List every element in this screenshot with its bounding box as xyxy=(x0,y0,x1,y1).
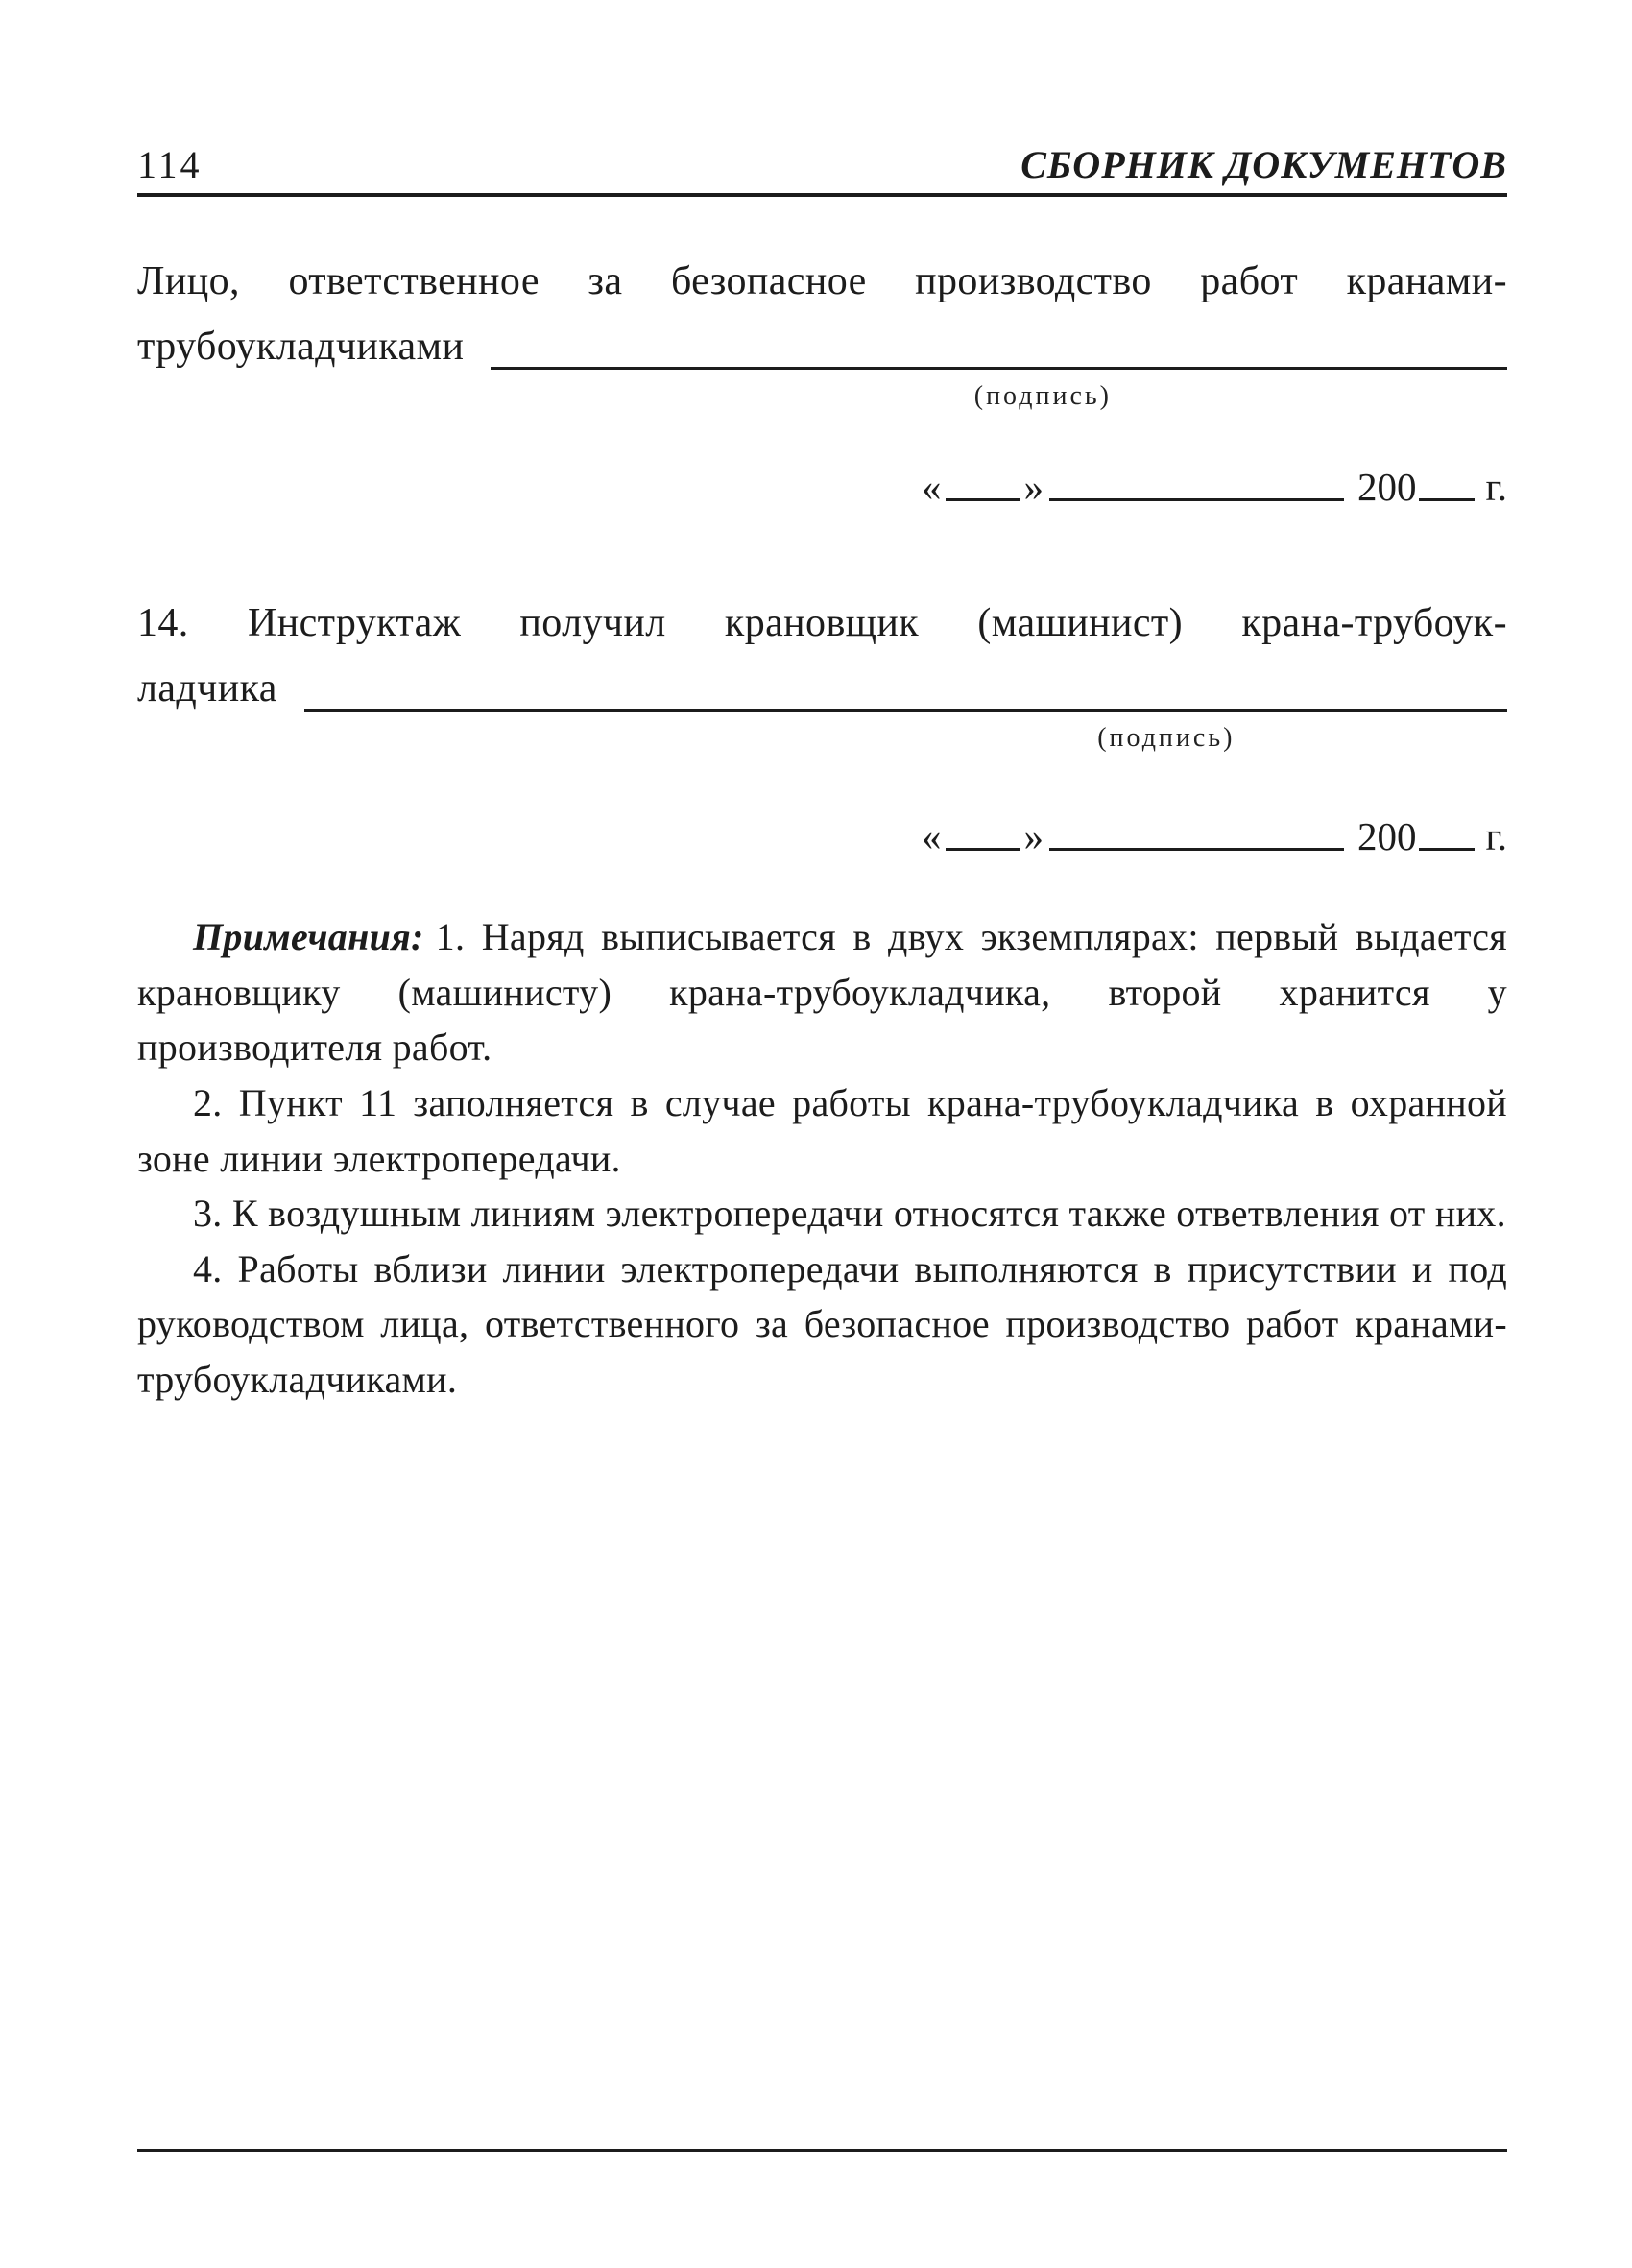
note-item xyxy=(137,1242,1507,1408)
month-blank-line xyxy=(1049,848,1344,851)
responsible-person-line1: Лицо, ответственное за безопасное производство работ кранами- xyxy=(137,259,1507,303)
signature-caption: (подпись) xyxy=(1097,723,1236,754)
note-text: 1. Наряд выписывается в двух экземплярах: первый выдается крановщику (машинисту) крана-трубоукладчика, второй хранится у производителя работ. xyxy=(137,915,1507,1070)
date-line xyxy=(922,464,1507,510)
instruction-received-paragraph xyxy=(137,591,1507,721)
note-text: 2. Пункт 11 заполняется в случае работы крана-трубоукладчика в охранной зоне линии электропередачи. xyxy=(137,1080,1507,1180)
day-blank-line xyxy=(946,848,1020,851)
instruction-received-line1: 14. Инструктаж получил крановщик (машинист) крана-трубоук- xyxy=(137,601,1507,646)
close-quote: » xyxy=(1023,465,1044,510)
header-title: СБОРНИК ДОКУМЕНТОВ xyxy=(1020,143,1507,186)
responsible-person-paragraph xyxy=(137,249,1507,379)
signature-line xyxy=(304,699,1507,712)
caption-spacer xyxy=(137,381,918,412)
date-line xyxy=(922,813,1507,859)
signature-caption: (подпись) xyxy=(973,381,1112,412)
note-item xyxy=(137,909,1507,1075)
year-suffix: г. xyxy=(1485,814,1507,859)
page-number: 114 xyxy=(137,143,203,186)
month-blank-line xyxy=(1049,498,1344,501)
century-text: 200 xyxy=(1357,465,1417,510)
signature-caption-row xyxy=(137,723,1507,754)
signature-caption-row xyxy=(137,381,1507,412)
signature-line xyxy=(491,357,1507,370)
day-blank-line xyxy=(946,498,1020,501)
caption-spacer xyxy=(137,723,1042,754)
note-item xyxy=(137,1186,1507,1242)
close-quote: » xyxy=(1023,814,1044,859)
header-rule xyxy=(137,193,1507,197)
instruction-received-line2 xyxy=(137,656,1507,721)
page-header xyxy=(137,142,1507,187)
responsible-person-line2 xyxy=(137,314,1507,379)
responsible-person-line2-label: трубоукладчиками xyxy=(137,325,465,370)
year-suffix: г. xyxy=(1485,465,1507,510)
year-blank-line xyxy=(1419,498,1475,501)
notes-label: Примечания: xyxy=(193,915,424,959)
note-text: 3. К воздушным линиям электропередачи относятся также ответвления от них. xyxy=(193,1192,1506,1236)
note-text: 4. Работы вблизи линии электропередачи выполняются в присутствии и под руководством лица, ответственного за безопасное производство работ кранами-трубоукладчиками. xyxy=(137,1246,1507,1401)
notes-section xyxy=(137,909,1507,1407)
century-text: 200 xyxy=(1357,814,1417,859)
year-blank-line xyxy=(1419,848,1475,851)
open-quote: « xyxy=(922,814,942,859)
instruction-received-line2-label: ладчика xyxy=(137,666,277,712)
footer-rule xyxy=(137,2149,1507,2152)
open-quote: « xyxy=(922,465,942,510)
note-item xyxy=(137,1075,1507,1186)
